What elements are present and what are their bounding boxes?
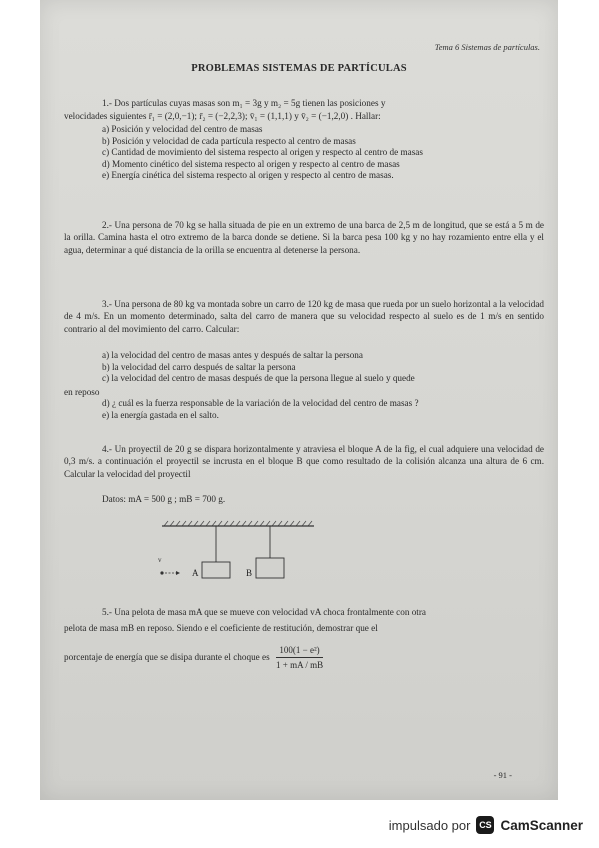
- list-item: c) la velocidad del centro de masas después de que la persona llegue al suelo y quede: [102, 373, 415, 384]
- label-b: B: [246, 568, 253, 578]
- problem-5-line3: [64, 644, 544, 672]
- list-item: d) ¿ cuál es la fuerza responsable de la variación de la velocidad del centro de masas ?: [102, 398, 419, 408]
- list-item: d) Momento cinético del sistema respecto al origen y respecto al centro de masas: [102, 158, 400, 169]
- footer-brand: [389, 816, 583, 834]
- list-item: b) la velocidad del carro después de saltar la persona: [102, 361, 296, 372]
- problem-4-text: 4.- Un proyectil de 20 g se dispara horizontalmente y atraviesa el bloque A de la fig, el cual adquiere una velocidad de 0,3 m/s. a continuación el proyectil se incrusta en el bloque B que como resultado de la colisión alcanza una altura de 6 cm. Calcular la velocidad del proyectil: [64, 444, 544, 479]
- block-a: [202, 562, 230, 578]
- velocity-label: v: [158, 556, 162, 564]
- problem-5-line3-text: porcentaje de energía que se disipa durante el choque es: [64, 651, 270, 662]
- list-item: c) Cantidad de movimiento del sistema respecto al origen y respecto al centro de masas: [102, 147, 423, 158]
- powered-by-label: impulsado por: [388, 817, 471, 833]
- problem-1-list: [102, 124, 544, 182]
- problem-1-line1: 1.- Dos partículas cuyas masas son m₁ = 3g y m₂ = 5g tienen las posiciones y: [102, 98, 386, 108]
- brand-name: CamScanner: [500, 817, 583, 833]
- page-title: PROBLEMAS SISTEMAS DE PARTÍCULAS: [191, 63, 407, 74]
- arrow-head: [176, 571, 180, 575]
- energy-formula: [276, 644, 323, 672]
- list-item: e) la energía gastada en el salto.: [102, 409, 219, 420]
- pendulum-blocks-figure: [118, 518, 318, 584]
- problem-3-list-2: [102, 398, 544, 421]
- problem-3-list: [102, 350, 544, 385]
- scanned-page: [40, 0, 558, 800]
- camscanner-footer: [0, 808, 599, 848]
- list-item: e) Energía cinética del sistema respecto al origen y respecto al centro de masas.: [102, 170, 394, 181]
- problem-3-text: 3.- Una persona de 80 kg va montada sobre un carro de 120 kg de masa que rueda por un suelo horizontal a la velocidad de 4 m/s. En un momento determinado, salta del carro de manera que su velocidad respecto al suelo es de 1 m/s en sentido contrario al del movimiento del carro. Calcular:: [64, 299, 544, 334]
- figure-svg: [118, 518, 318, 584]
- ceiling-hatch: [164, 521, 312, 526]
- label-a: A: [192, 568, 199, 578]
- problem-5-line2: pelota de masa mB en reposo. Siendo e el coeficiente de restitución, demostrar que el: [64, 623, 378, 633]
- problem-1-line2: velocidades siguientes r̄₁ = (2,0,−1); r̄₂ = (−2,2,3); v̄₁ = (1,1,1) y v̄₂ = (−1,2,0) . Hallar:: [64, 111, 381, 121]
- list-item: a) la velocidad del centro de masas antes y después de saltar la persona: [102, 350, 363, 360]
- block-b: [256, 558, 284, 578]
- problem-4-datos: Datos: mA = 500 g ; mB = 700 g.: [102, 494, 226, 504]
- formula-denominator: 1 + mA / mB: [276, 660, 324, 671]
- formula-numerator: 100(1 − e²): [276, 644, 323, 658]
- problem-1-text: [64, 97, 544, 109]
- list-item: b) Posición y velocidad de cada partícula respecto al centro de masas: [102, 135, 356, 146]
- problem-3-continuation: en reposo: [64, 387, 100, 397]
- problem-2-text: 2.- Una persona de 70 kg se halla situada de pie en un extremo de una barca de 2,5 m de longitud, que se está a 5 m de la orilla. Camina hasta el otro extremo de la barca donde se detiene. Si la barca pesa 100 kg y no hay rozamiento entre ella y el agua, determinar a qué distancia de la orilla se encuentra al detenerse la persona.: [64, 220, 544, 255]
- problem-5-line1: 5.- Una pelota de masa mA que se mueve con velocidad vA choca frontalmente con otra: [102, 607, 426, 617]
- page-number: - 91 -: [493, 770, 512, 780]
- camscanner-logo-icon: CS: [476, 816, 494, 834]
- list-item: a) Posición y velocidad del centro de masas: [102, 124, 263, 134]
- page-header: Tema 6 Sistemas de partículas.: [434, 42, 540, 52]
- projectile-dot: [160, 571, 163, 574]
